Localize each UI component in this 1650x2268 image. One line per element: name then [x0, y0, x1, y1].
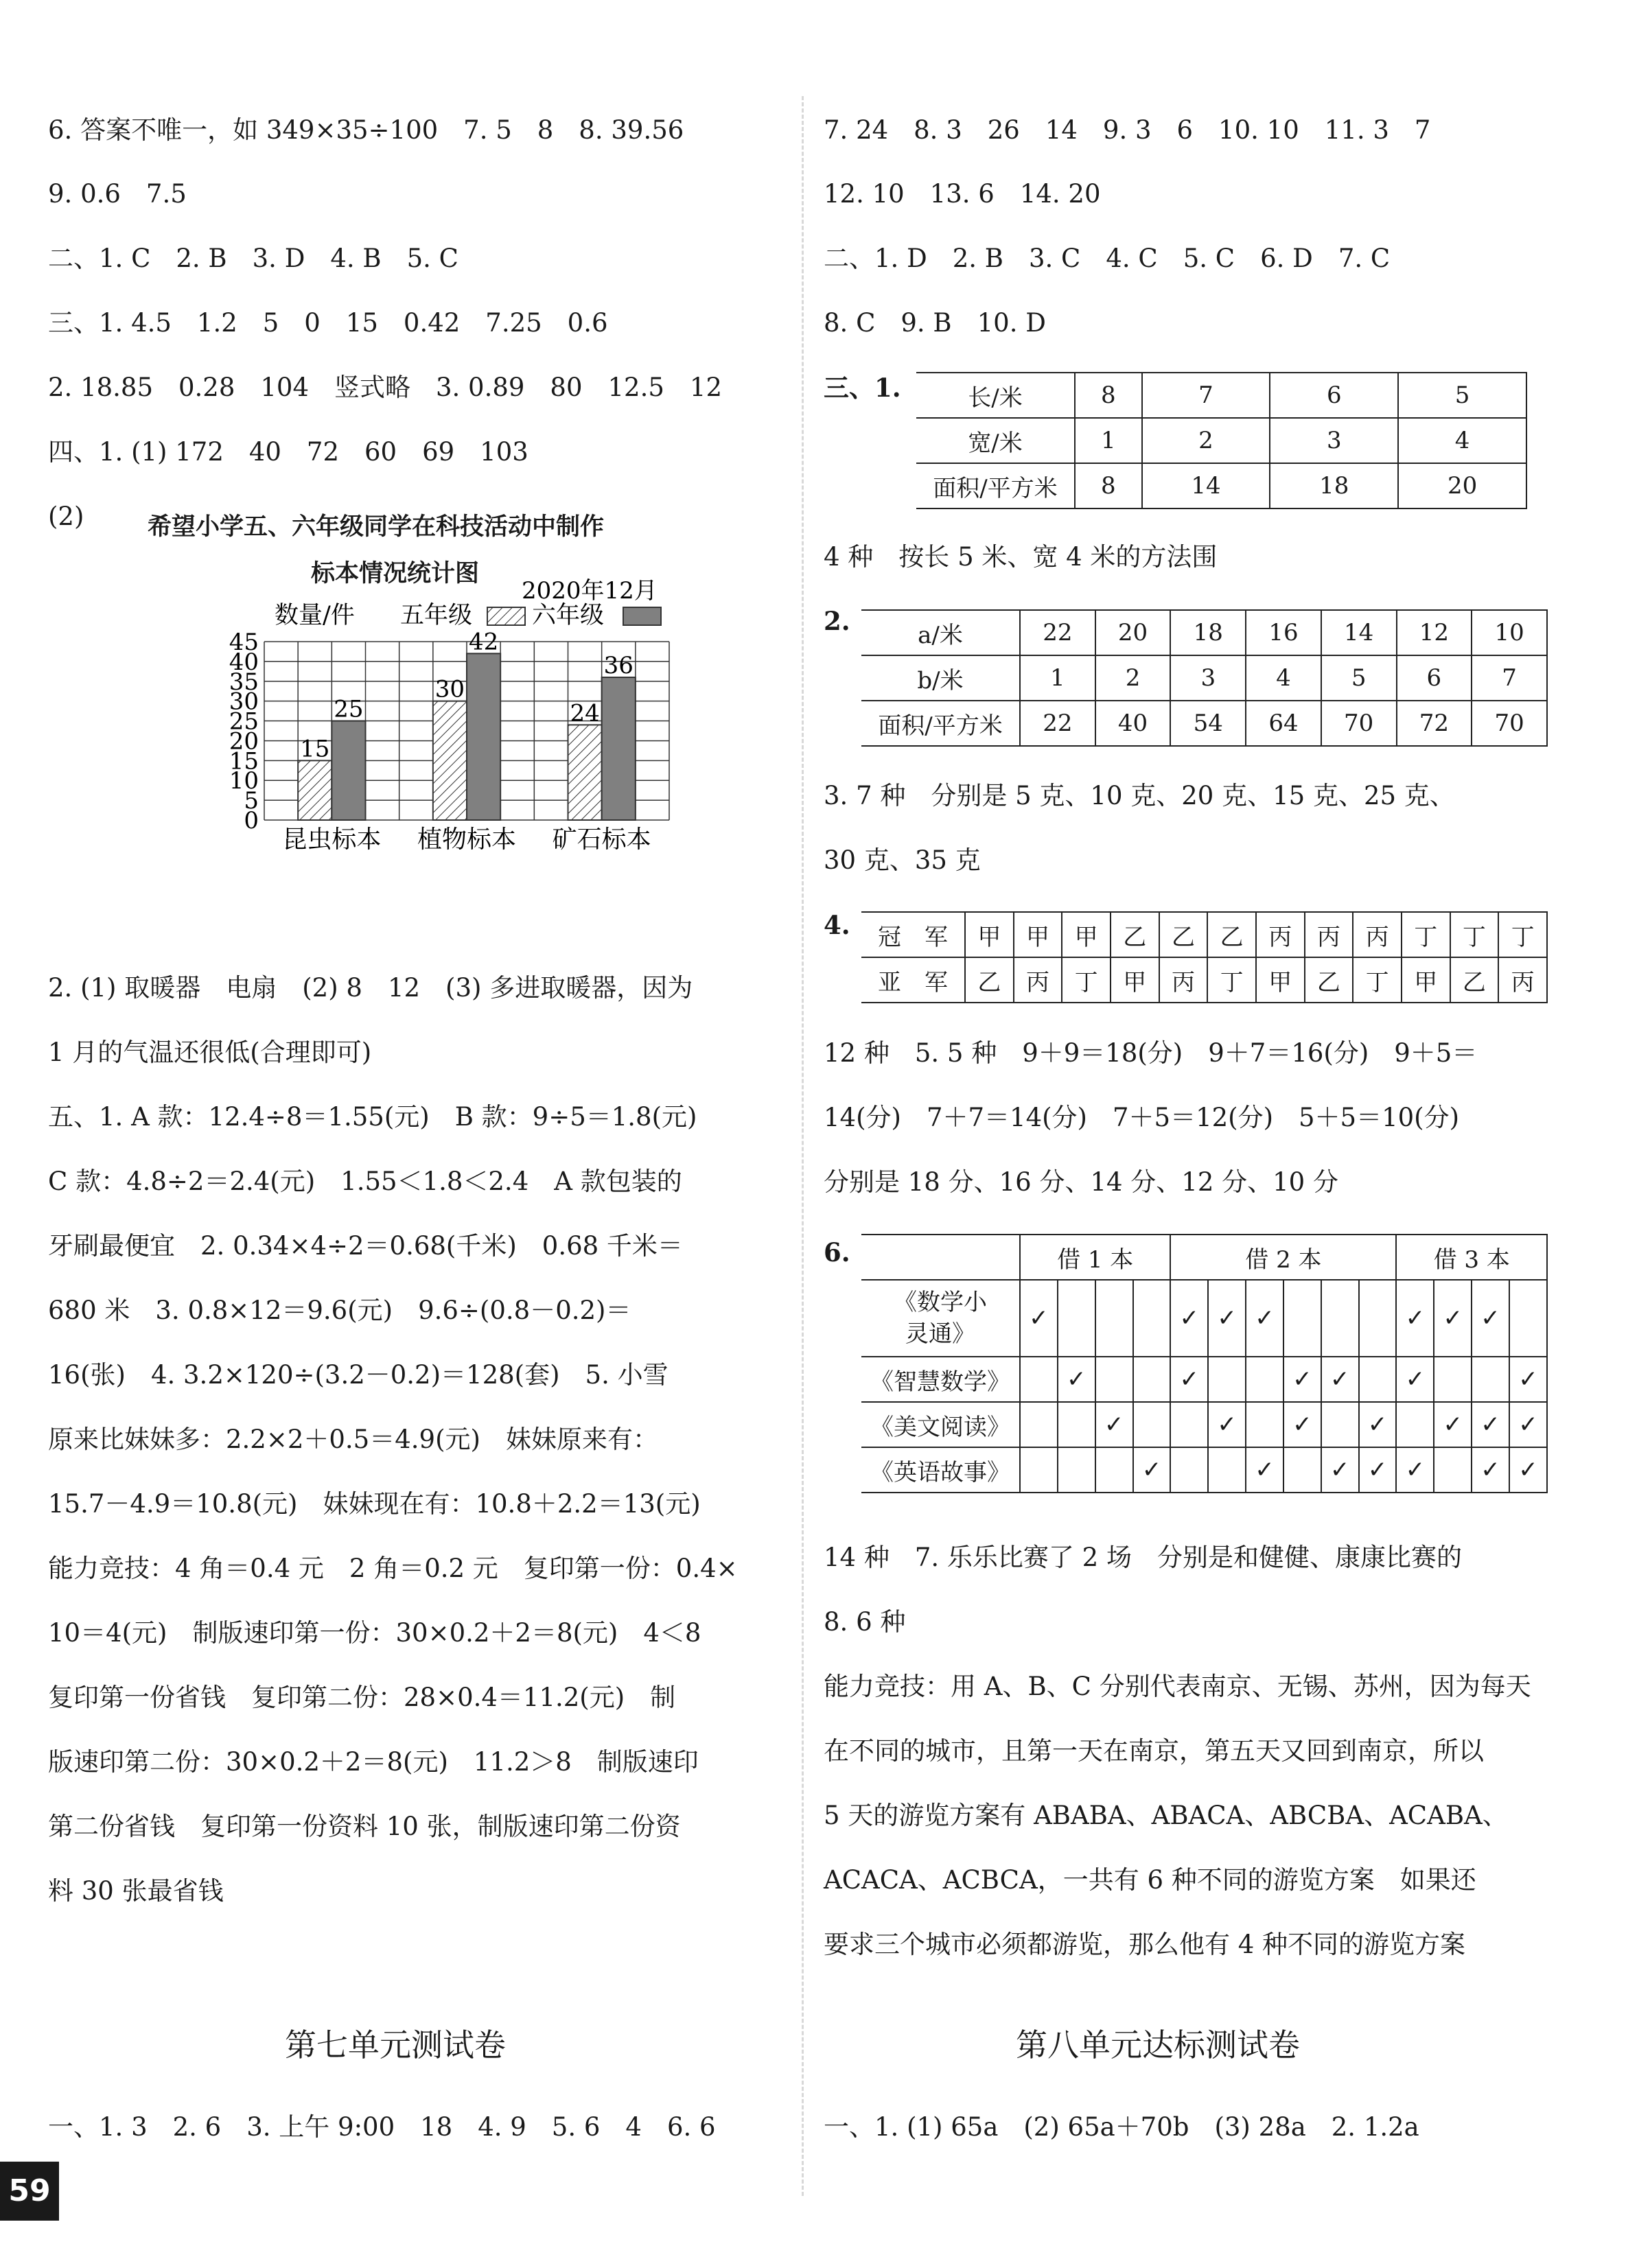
x-tick-label: 植物标本	[417, 826, 517, 854]
size-table-cell: 7	[1142, 373, 1270, 418]
check-mark-icon: ✓	[1472, 1447, 1509, 1493]
answer-line: 12. 10 13. 6 14. 20	[824, 179, 1101, 209]
answer-line: 7. 24 8. 3 26 14 9. 3 6 10. 10 11. 3 7	[824, 115, 1431, 145]
size-table-cell: 2	[1142, 418, 1270, 463]
ab-table-cell: 70	[1472, 701, 1547, 746]
ab-table	[861, 609, 1548, 747]
rank-table-cell: 丙	[1159, 957, 1208, 1003]
answer-line: 能力竞技：用 A、B、C 分别代表南京、无锡、苏州，因为每天	[824, 1672, 1531, 1701]
answer-line: 14(分) 7＋7＝14(分) 7＋5＝12(分) 5＋5＝10(分)	[824, 1103, 1460, 1132]
answer-line: 原来比妹妹多：2.2×2＋0.5＝4.9(元) 妹妹原来有：	[48, 1425, 658, 1454]
check-mark-icon: ✓	[1434, 1280, 1472, 1357]
y-tick-label: 15	[229, 747, 259, 775]
check-mark-icon: ✓	[1133, 1447, 1171, 1493]
answer-line: 在不同的城市，且第一天在南京，第五天又回到南京，所以	[824, 1736, 1484, 1766]
ab-table-cell: 14	[1321, 610, 1397, 655]
question-label: 6.	[824, 1237, 850, 1267]
answer-line: 第二份省钱 复印第一份资料 10 张，制版速印第二份资	[48, 1812, 681, 1841]
y-tick-label: 25	[229, 708, 259, 736]
answer-line: 3. 7 种 分别是 5 克、10 克、20 克、15 克、25 克、	[824, 781, 1455, 810]
legend-label: 六年级	[532, 602, 605, 629]
empty-cell	[1434, 1357, 1472, 1402]
answer-line: 五、1. A 款：12.4÷8＝1.55(元) B 款：9÷5＝1.8(元)	[48, 1102, 697, 1132]
book-name-line: 《数学小	[894, 1289, 987, 1316]
check-mark-icon: ✓	[1058, 1357, 1095, 1402]
y-tick-label: 40	[229, 648, 259, 676]
answer-line: 15.7－4.9＝10.8(元) 妹妹现在有：10.8＋2.2＝13(元)	[48, 1489, 701, 1519]
answer-line: 一、1. 3 2. 6 3. 上午 9:00 18 4. 9 5. 6 4 6. 6	[48, 2112, 716, 2142]
book-table	[861, 1234, 1548, 1493]
answer-line: 料 30 张最省钱	[48, 1876, 224, 1906]
size-table-cell: 8	[1075, 463, 1142, 508]
empty-cell	[1058, 1447, 1095, 1493]
size-table-cell: 5	[1398, 373, 1526, 418]
ab-table-cell: 10	[1472, 610, 1547, 655]
bar-value-label: 25	[334, 695, 364, 723]
check-mark-icon: ✓	[1396, 1357, 1434, 1402]
ab-table-cell: 22	[1020, 701, 1095, 746]
bar	[602, 677, 636, 820]
rank-table-cell: 丁	[1353, 957, 1402, 1003]
bar	[298, 760, 332, 820]
bar	[332, 721, 365, 820]
bar-chart	[185, 577, 776, 854]
rank-table-cell: 甲	[1256, 957, 1305, 1003]
check-mark-icon: ✓	[1472, 1280, 1509, 1357]
check-mark-icon: ✓	[1020, 1280, 1058, 1357]
check-mark-icon: ✓	[1246, 1447, 1283, 1493]
check-mark-icon: ✓	[1283, 1357, 1321, 1402]
empty-cell	[1283, 1447, 1321, 1493]
rank-table-cell: 乙	[965, 957, 1014, 1003]
answer-line: 12 种 5. 5 种 9＋9＝18(分) 9＋7＝16(分) 9＋5＝	[824, 1038, 1478, 1068]
check-mark-icon: ✓	[1095, 1402, 1133, 1447]
empty-cell	[1396, 1402, 1434, 1447]
empty-cell	[1095, 1447, 1133, 1493]
size-table-cell: 18	[1270, 463, 1398, 508]
answer-line: 10＝4(元) 制版速印第一份：30×0.2＋2＝8(元) 4＜8	[48, 1618, 701, 1648]
size-table	[916, 372, 1527, 509]
check-mark-icon: ✓	[1509, 1447, 1547, 1493]
rank-table-cell: 丙	[1256, 912, 1305, 957]
answer-line: 2. (1) 取暖器 电扇 (2) 8 12 (3) 多进取暖器，因为	[48, 973, 693, 1003]
rank-table-cell: 丁	[1498, 912, 1547, 957]
empty-cell	[1058, 1280, 1095, 1357]
ab-table-cell: 70	[1321, 701, 1397, 746]
empty-cell	[1095, 1357, 1133, 1402]
y-tick-label: 20	[229, 727, 259, 756]
chart-label: (2)	[48, 502, 84, 531]
check-mark-icon: ✓	[1472, 1402, 1509, 1447]
bar	[433, 701, 467, 820]
unit-title: 第七单元测试卷	[285, 2026, 506, 2064]
y-axis-label: 数量/件	[275, 602, 355, 629]
rank-table-cell: 甲	[965, 912, 1014, 957]
y-tick-label: 45	[229, 629, 259, 656]
answer-line: 复印第一份省钱 复印第二份：28×0.4＝11.2(元) 制	[48, 1683, 676, 1712]
empty-cell	[1020, 1402, 1058, 1447]
rank-table-cell: 甲	[1062, 912, 1111, 957]
ab-table-cell: 40	[1095, 701, 1171, 746]
ab-table-cell: 18	[1170, 610, 1246, 655]
empty-cell	[1359, 1280, 1397, 1357]
book-table-header: 借 1 本	[1020, 1235, 1170, 1280]
y-tick-label: 35	[229, 668, 259, 696]
size-table-cell: 8	[1075, 373, 1142, 418]
chart-bars	[298, 653, 636, 820]
ab-table-cell: 7	[1472, 655, 1547, 701]
size-table-cell: 6	[1270, 373, 1398, 418]
rank-table-cell: 冠 军	[861, 912, 965, 957]
empty-cell	[1359, 1357, 1397, 1402]
rank-table-cell: 甲	[1402, 957, 1450, 1003]
empty-cell	[1133, 1402, 1171, 1447]
bar-value-label: 30	[434, 675, 465, 703]
answer-line: 8. C 9. B 10. D	[824, 308, 1046, 338]
bar-value-label: 36	[603, 652, 634, 679]
empty-cell	[1208, 1357, 1246, 1402]
answer-line: 三、1. 4.5 1.2 5 0 15 0.42 7.25 0.6	[48, 308, 608, 338]
rank-table-cell: 丙	[1353, 912, 1402, 957]
legend-swatch	[623, 607, 661, 625]
answer-line: 8. 6 种	[824, 1607, 906, 1637]
book-table-header: 借 3 本	[1396, 1235, 1547, 1280]
rank-table-cell: 丙	[1014, 957, 1062, 1003]
ab-table-cell: 6	[1397, 655, 1472, 701]
size-table-cell: 14	[1142, 463, 1270, 508]
book-name	[861, 1280, 1020, 1357]
y-tick-label: 5	[244, 787, 259, 815]
rank-table-cell: 甲	[1111, 957, 1159, 1003]
rank-table	[861, 911, 1548, 1003]
book-name: 《英语故事》	[861, 1447, 1020, 1493]
answer-line: 2. 18.85 0.28 104 竖式略 3. 0.89 80 12.5 12	[48, 373, 722, 402]
empty-cell	[1170, 1402, 1208, 1447]
empty-cell	[1472, 1357, 1509, 1402]
rank-table-cell: 乙	[1207, 912, 1256, 957]
ab-table-cell: 4	[1246, 655, 1321, 701]
ab-table-cell: b/米	[861, 655, 1020, 701]
check-mark-icon: ✓	[1321, 1447, 1359, 1493]
size-table-cell: 3	[1270, 418, 1398, 463]
empty-cell	[1321, 1280, 1359, 1357]
empty-cell	[1434, 1447, 1472, 1493]
ab-table-cell: 5	[1321, 655, 1397, 701]
check-mark-icon: ✓	[1170, 1357, 1208, 1402]
rank-table-cell: 乙	[1450, 957, 1499, 1003]
chart-subtitle: 标本情况统计图	[311, 560, 480, 587]
size-table-cell: 宽/米	[916, 418, 1075, 463]
bar-value-label: 15	[300, 735, 330, 763]
size-table-cell: 面积/平方米	[916, 463, 1075, 508]
check-mark-icon: ✓	[1509, 1402, 1547, 1447]
answer-line: 分别是 18 分、16 分、14 分、12 分、10 分	[824, 1167, 1338, 1197]
answer-line: 四、1. (1) 172 40 72 60 69 103	[48, 437, 528, 467]
question-label: 三、1.	[824, 373, 901, 403]
empty-cell	[1246, 1357, 1283, 1402]
book-name: 《美文阅读》	[861, 1402, 1020, 1447]
answer-line: 16(张) 4. 3.2×120÷(3.2－0.2)＝128(套) 5. 小雪	[48, 1360, 669, 1390]
page-number: 59	[0, 2162, 59, 2221]
answer-line: ACACA、ACBCA，一共有 6 种不同的游览方案 如果还	[824, 1865, 1476, 1895]
answer-line: 二、1. D 2. B 3. C 4. C 5. C 6. D 7. C	[824, 244, 1391, 273]
size-table-cell: 20	[1398, 463, 1526, 508]
check-mark-icon: ✓	[1246, 1280, 1283, 1357]
ab-table-cell: 1	[1020, 655, 1095, 701]
question-label: 4.	[824, 910, 850, 940]
empty-cell	[1133, 1357, 1171, 1402]
ab-table-cell: 3	[1170, 655, 1246, 701]
ab-table-cell: 72	[1397, 701, 1472, 746]
answer-line: 牙刷最便宜 2. 0.34×4÷2＝0.68(千米) 0.68 千米＝	[48, 1231, 683, 1261]
answer-line: 能力竞技：4 角＝0.4 元 2 角＝0.2 元 复印第一份：0.4×	[48, 1554, 738, 1583]
book-name: 《智慧数学》	[861, 1357, 1020, 1402]
empty-cell	[1058, 1402, 1095, 1447]
bar	[467, 653, 500, 820]
empty-cell	[1133, 1280, 1171, 1357]
check-mark-icon: ✓	[1359, 1402, 1397, 1447]
size-table-cell: 1	[1075, 418, 1142, 463]
bar-value-label: 42	[468, 628, 499, 656]
check-mark-icon: ✓	[1396, 1447, 1434, 1493]
ab-table-cell: 面积/平方米	[861, 701, 1020, 746]
rank-table-cell: 丁	[1207, 957, 1256, 1003]
answer-line: 二、1. C 2. B 3. D 4. B 5. C	[48, 244, 458, 273]
rank-table-cell: 丁	[1062, 957, 1111, 1003]
ab-table-cell: 54	[1170, 701, 1246, 746]
empty-cell	[1095, 1280, 1133, 1357]
legend-label: 五年级	[400, 602, 473, 629]
answer-line: 4 种 按长 5 米、宽 4 米的方法围	[824, 542, 1218, 572]
empty-cell	[1020, 1357, 1058, 1402]
ab-table-cell: 22	[1020, 610, 1095, 655]
rank-table-cell: 乙	[1305, 957, 1353, 1003]
rank-table-cell: 甲	[1014, 912, 1062, 957]
rank-table-cell: 乙	[1159, 912, 1208, 957]
book-name-line: 灵通》	[905, 1320, 975, 1348]
size-table-cell: 4	[1398, 418, 1526, 463]
book-table-header: 借 2 本	[1170, 1235, 1396, 1280]
check-mark-icon: ✓	[1509, 1357, 1547, 1402]
empty-cell	[1020, 1447, 1058, 1493]
check-mark-icon: ✓	[1283, 1402, 1321, 1447]
question-label: 2.	[824, 606, 850, 636]
empty-cell	[1208, 1447, 1246, 1493]
x-tick-label: 昆虫标本	[282, 826, 382, 854]
y-tick-label: 30	[229, 688, 259, 716]
rank-table-cell: 丙	[1498, 957, 1547, 1003]
answer-line: 680 米 3. 0.8×12＝9.6(元) 9.6÷(0.8－0.2)＝	[48, 1296, 631, 1325]
empty-cell	[1283, 1280, 1321, 1357]
rank-table-cell: 亚 军	[861, 957, 965, 1003]
empty-cell	[1321, 1402, 1359, 1447]
legend-swatch	[487, 607, 525, 625]
check-mark-icon: ✓	[1396, 1280, 1434, 1357]
answer-line: 1 月的气温还很低(合理即可)	[48, 1038, 372, 1067]
answer-line: 版速印第二份：30×0.2＋2＝8(元) 11.2＞8 制版速印	[48, 1747, 699, 1777]
rank-table-cell: 乙	[1111, 912, 1159, 957]
check-mark-icon: ✓	[1208, 1402, 1246, 1447]
x-tick-label: 矿石标本	[552, 826, 651, 854]
answer-line: 30 克、35 克	[824, 845, 981, 875]
ab-table-cell: 16	[1246, 610, 1321, 655]
chart-title: 希望小学五、六年级同学在科技活动中制作	[148, 513, 605, 541]
chart-date: 2020年12月	[522, 577, 658, 605]
answer-line: 9. 0.6 7.5	[48, 179, 187, 209]
rank-table-cell: 丁	[1402, 912, 1450, 957]
y-tick-label: 0	[244, 807, 259, 834]
empty-cell	[1170, 1447, 1208, 1493]
ab-table-cell: 2	[1095, 655, 1171, 701]
check-mark-icon: ✓	[1208, 1280, 1246, 1357]
book-table-corner	[861, 1235, 1020, 1280]
size-table-cell: 长/米	[916, 373, 1075, 418]
ab-table-cell: 64	[1246, 701, 1321, 746]
check-mark-icon: ✓	[1434, 1402, 1472, 1447]
check-mark-icon: ✓	[1321, 1357, 1359, 1402]
answer-line: 6. 答案不唯一，如 349×35÷100 7. 5 8 8. 39.56	[48, 115, 684, 145]
column-divider	[802, 96, 804, 2196]
ab-table-cell: 12	[1397, 610, 1472, 655]
answer-line: 5 天的游览方案有 ABABA、ABACA、ABCBA、ACABA、	[824, 1801, 1508, 1830]
answer-line: 要求三个城市必须都游览，那么他有 4 种不同的游览方案	[824, 1930, 1466, 1959]
bar	[568, 725, 602, 820]
ab-table-cell: a/米	[861, 610, 1020, 655]
answer-line: 14 种 7. 乐乐比赛了 2 场 分别是和健健、康康比赛的	[824, 1543, 1462, 1572]
check-mark-icon: ✓	[1359, 1447, 1397, 1493]
check-mark-icon: ✓	[1170, 1280, 1208, 1357]
y-tick-label: 10	[229, 767, 259, 795]
rank-table-cell: 丙	[1305, 912, 1353, 957]
rank-table-cell: 丁	[1450, 912, 1499, 957]
answer-line: 一、1. (1) 65a (2) 65a＋70b (3) 28a 2. 1.2a	[824, 2112, 1419, 2142]
empty-cell	[1246, 1402, 1283, 1447]
answer-line: C 款：4.8÷2＝2.4(元) 1.55＜1.8＜2.4 A 款包装的	[48, 1167, 682, 1196]
empty-cell	[1509, 1280, 1547, 1357]
bar-value-label: 24	[570, 699, 600, 727]
unit-title: 第八单元达标测试卷	[1016, 2026, 1300, 2064]
ab-table-cell: 20	[1095, 610, 1171, 655]
